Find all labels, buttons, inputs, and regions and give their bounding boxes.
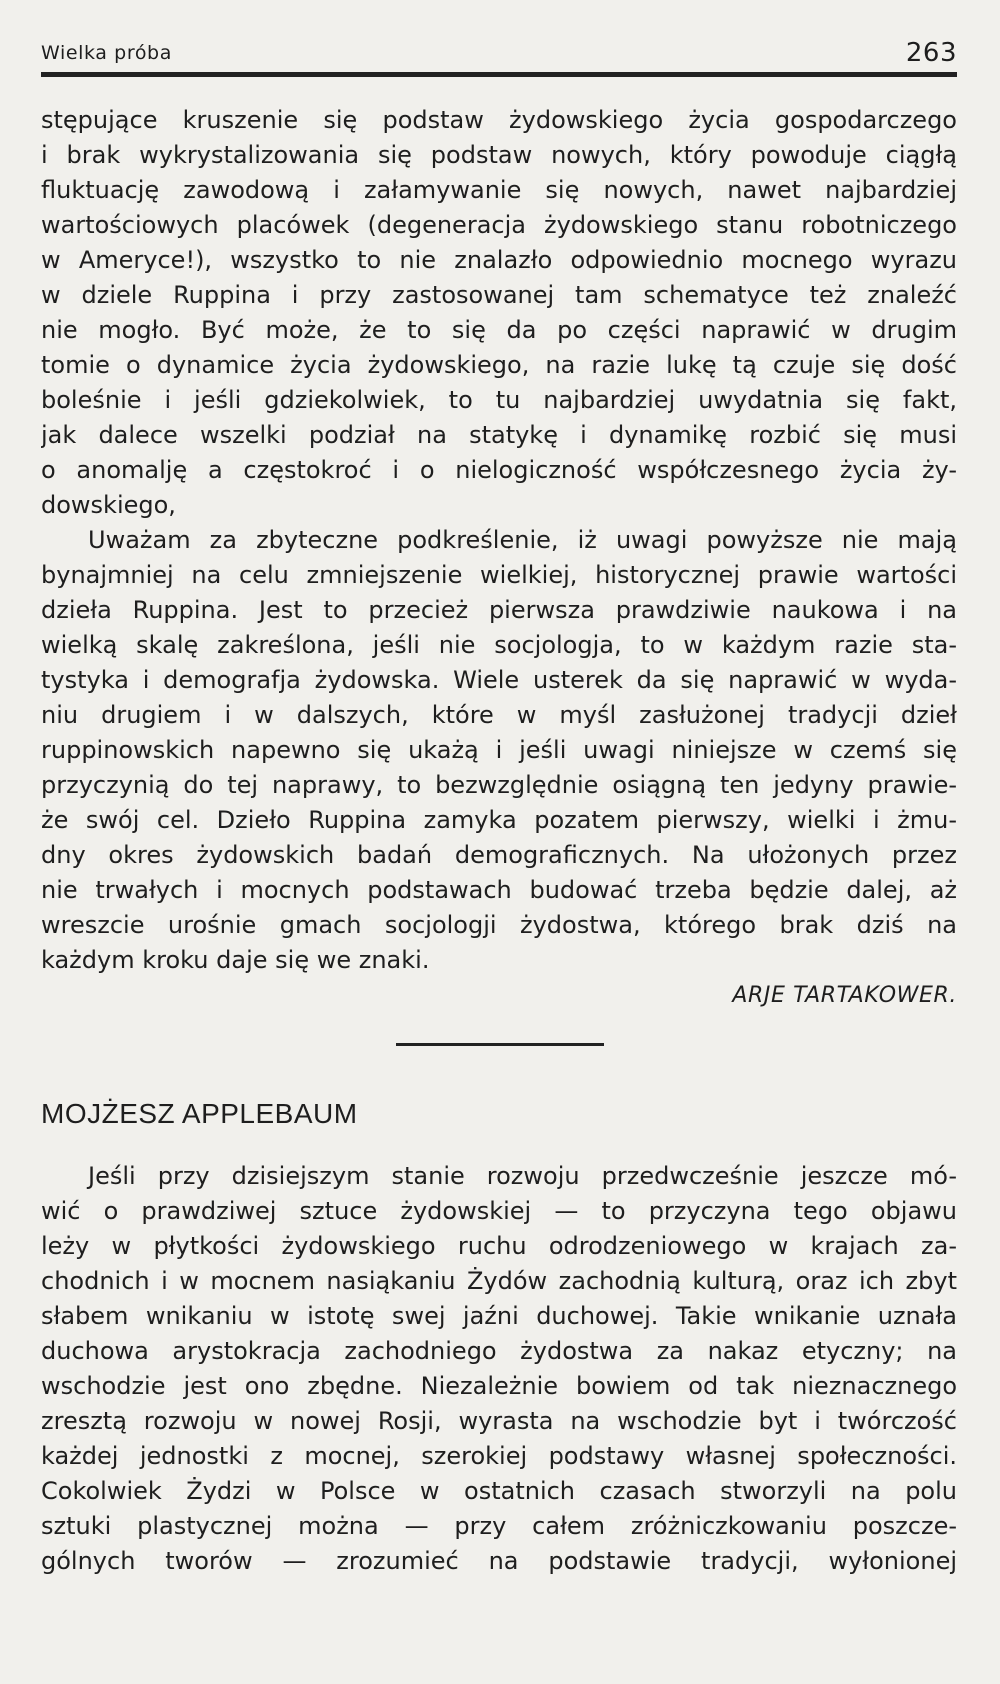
text-line: i brak wykrystalizowania się podstaw nowych, który powoduje ciągłą: [41, 141, 957, 169]
text-line: wartościowych placówek (degeneracja żydowskiego stanu robotniczego: [41, 211, 957, 239]
text-line: dowskiego,: [41, 491, 176, 519]
text-line: tystyka i demografja żydowska. Wiele usterek da się naprawić w wyda-: [41, 666, 957, 694]
text-line: słabem wnikaniu w istotę swej jaźni duchowej. Takie wnikanie uznała: [41, 1302, 957, 1330]
text-line: ruppinowskich napewno się ukażą i jeśli uwagi niniejsze w czemś się: [41, 736, 957, 764]
review-text: [41, 103, 957, 1013]
text-line: dny okres żydowskich badań demograficznych. Na ułożonych przez: [41, 841, 957, 869]
text-line: Uważam za zbyteczne podkreślenie, iż uwagi powyższe nie mają: [88, 526, 957, 554]
text-line: wielką skalę zakreślona, jeśli nie socjologja, to w każdym razie sta-: [41, 631, 957, 659]
text-line: tomie o dynamice życia żydowskiego, na razie lukę tą czuje się dość: [41, 351, 957, 379]
article-text: [41, 1159, 957, 1579]
text-line: sztuki plastycznej można — przy całem zróżniczkowaniu poszcze-: [41, 1512, 957, 1540]
text-line: gólnych tworów — zrozumieć na podstawie tradycji, wyłonionej: [41, 1547, 957, 1575]
text-line: w dziele Ruppina i przy zastosowanej tam schematyce też znaleźć: [41, 281, 957, 309]
text-line: że swój cel. Dzieło Ruppina zamyka pozatem pierwszy, wielki i żmu-: [41, 806, 957, 834]
text-line: fluktuację zawodową i załamywanie się nowych, nawet najbardziej: [41, 176, 957, 204]
page-header: [41, 38, 957, 68]
text-line: niu drugiem i w dalszych, które w myśl zasłużonej tradycji dzieł: [41, 701, 957, 729]
running-title: Wielka próba: [41, 42, 172, 64]
text-line: wić o prawdziwej sztuce żydowskiej — to przyczyna tego objawu: [41, 1197, 957, 1225]
text-line: stępujące kruszenie się podstaw żydowskiego życia gospodarczego: [41, 106, 957, 134]
text-line: nie mogło. Być może, że to się da po części naprawić w drugim: [41, 316, 957, 344]
section-heading: MOJŻESZ APPLEBAUM: [41, 1098, 358, 1129]
text-line: leży w płytkości żydowskiego ruchu odrodzeniowego w krajach za-: [41, 1232, 957, 1260]
text-line: o anomalję a częstokroć i o nielogiczność współczesnego życia ży-: [41, 456, 957, 484]
text-line: wreszcie urośnie gmach socjologji żydostwa, którego brak dziś na: [41, 911, 957, 939]
text-line: nie trwałych i mocnych podstawach budować trzeba będzie dalej, aż: [41, 876, 957, 904]
text-line: boleśnie i jeśli gdziekolwiek, to tu najbardziej uwydatnia się fakt,: [41, 386, 957, 414]
header-rule: [41, 72, 957, 77]
text-line: chodnich i w mocnem nasiąkaniu Żydów zachodnią kulturą, oraz ich zbyt: [41, 1267, 957, 1295]
author-signature: ARJE TARTAKOWER.: [732, 983, 957, 1008]
text-line: duchowa arystokracja zachodniego żydostwa za nakaz etyczny; na: [41, 1337, 957, 1365]
text-line: jak dalece wszelki podział na statykę i dynamikę rozbić się musi: [41, 421, 957, 449]
text-line: w Ameryce!), wszystko to nie znalazło odpowiednio mocnego wyrazu: [41, 246, 957, 274]
text-line: zresztą rozwoju w nowej Rosji, wyrasta na wschodzie byt i twórczość: [41, 1407, 957, 1435]
page-number: 263: [905, 38, 957, 68]
text-line: każdym kroku daje się we znaki.: [41, 946, 430, 974]
text-line: przyczynią do tej naprawy, to bezwzględnie osiągną ten jedyny prawie-: [41, 771, 957, 799]
text-line: Cokolwiek Żydzi w Polsce w ostatnich czasach stworzyli na polu: [41, 1477, 957, 1505]
text-line: bynajmniej na celu zmniejszenie wielkiej, historycznej prawie wartości: [41, 561, 957, 589]
text-line: dzieła Ruppina. Jest to przecież pierwsza prawdziwie naukowa i na: [41, 596, 957, 624]
section-divider: [396, 1043, 604, 1046]
text-line: wschodzie jest ono zbędne. Niezależnie bowiem od tak nieznacznego: [41, 1372, 957, 1400]
text-line: każdej jednostki z mocnej, szerokiej podstawy własnej społeczności.: [41, 1442, 957, 1470]
text-line: Jeśli przy dzisiejszym stanie rozwoju przedwcześnie jeszcze mó-: [88, 1162, 957, 1190]
